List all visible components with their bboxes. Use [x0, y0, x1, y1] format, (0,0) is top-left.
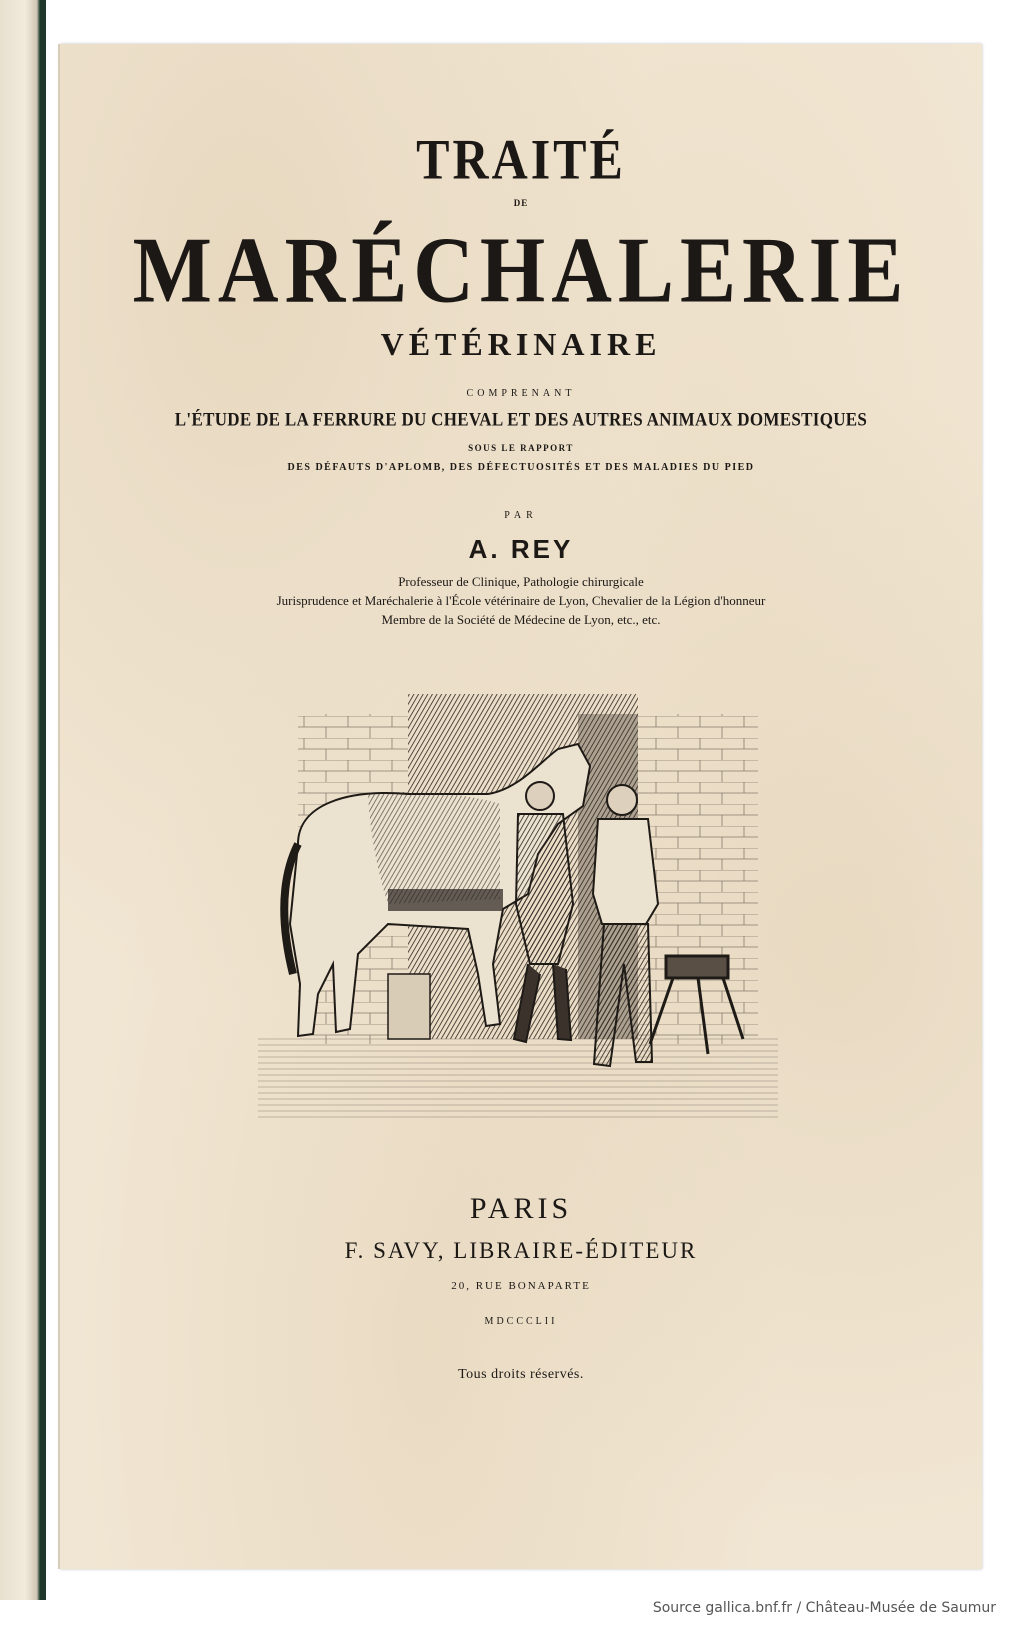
- subtitle-sous-le-rapport: SOUS LE RAPPORT: [468, 443, 574, 453]
- source-credit: Source gallica.bnf.fr / Château-Musée de Saumur: [652, 1600, 996, 1616]
- farrier-engraving-illustration: [238, 694, 788, 1134]
- title-veterinaire: VÉTÉRINAIRE: [380, 326, 662, 362]
- subtitle-etude: L'ÉTUDE DE LA FERRURE DU CHEVAL ET DES AUTRES ANIMAUX DOMESTIQUES: [174, 409, 868, 430]
- author-par: PAR: [504, 510, 538, 521]
- book-binding-edge: [0, 0, 46, 1600]
- imprint-rights: Tous droits réservés.: [458, 1367, 584, 1382]
- affiliation-line: Jurisprudence et Maréchalerie à l'École vétérinaire de Lyon, Chevalier de la Légion d'honneur: [276, 593, 766, 608]
- title-page: [60, 44, 982, 1569]
- author-affiliation: [60, 572, 982, 629]
- imprint-publisher: F. SAVY, LIBRAIRE-ÉDITEUR: [344, 1238, 698, 1263]
- imprint-year: MDCCCLII: [484, 1316, 558, 1327]
- subtitle-defauts: DES DÉFAUTS D'APLOMB, DES DÉFECTUOSITÉS ET DES MALADIES DU PIED: [287, 462, 755, 473]
- title-marechalerie: MARÉCHALERIE: [132, 218, 910, 323]
- affiliation-line: Professeur de Clinique, Pathologie chirurgicale: [398, 574, 644, 589]
- subtitle-comprenant: COMPRENANT: [466, 388, 576, 399]
- affiliation-line: Membre de la Société de Médecine de Lyon, etc., etc.: [381, 612, 661, 627]
- title-traite: TRAITÉ: [416, 126, 626, 192]
- imprint-address: 20, RUE BONAPARTE: [451, 1280, 591, 1292]
- imprint-city: PARIS: [469, 1192, 573, 1225]
- author-name: A. REY: [468, 534, 574, 564]
- title-de: DE: [513, 198, 529, 208]
